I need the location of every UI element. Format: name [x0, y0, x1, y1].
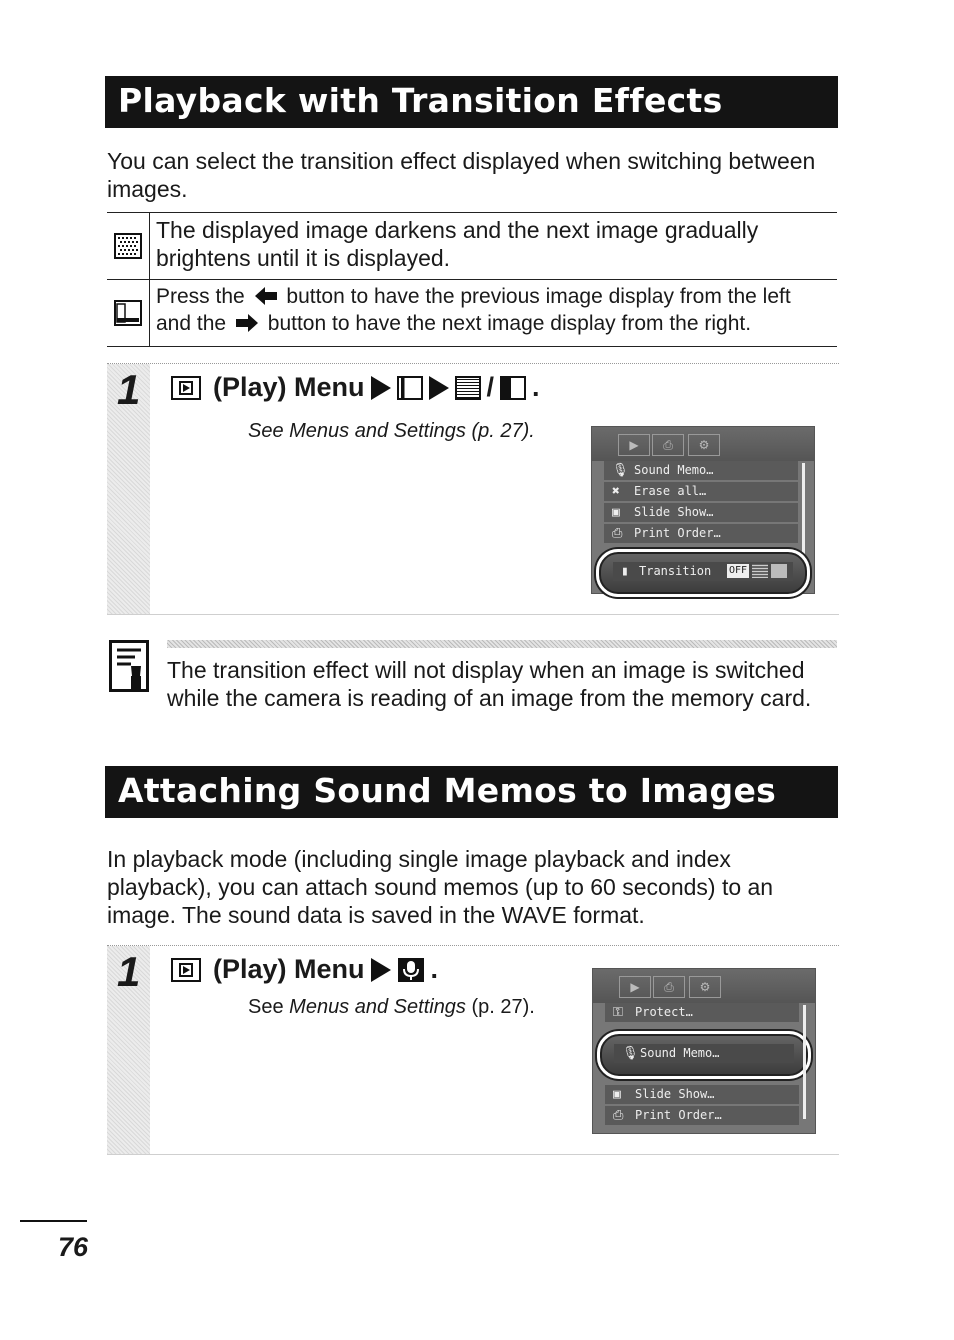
transition-options-table: [107, 212, 837, 347]
fade-description: The displayed image darkens and the next image gradually brightens until it is displayed.: [156, 217, 759, 271]
slideshow-icon: ▣: [613, 1087, 621, 1102]
setup-tab-icon: ⚙: [688, 434, 720, 456]
transition-icon: ▮: [621, 564, 629, 579]
menu-tabs: [593, 969, 815, 1003]
intro-transition: You can select the transition effect displayed when switching between images.: [107, 148, 816, 202]
step-reference: See Menus and Settings (p. 27).: [248, 996, 535, 1018]
table-row: [107, 213, 837, 280]
print-icon: ⎙: [613, 1108, 624, 1123]
right-arrow-icon: [236, 314, 258, 332]
selected-menu-item-highlight: [597, 1031, 811, 1079]
left-arrow-icon: [255, 287, 277, 305]
print-tab-icon: ⎙: [652, 434, 684, 456]
menu-item: ▣ Slide Show…: [605, 1085, 799, 1104]
menu-item: ✖ Erase all…: [604, 482, 798, 501]
selected-menu-item-highlight: [596, 549, 810, 597]
slide-option-icon: [771, 564, 787, 578]
note-block: [167, 640, 837, 712]
trash-icon: ✖: [612, 484, 620, 499]
step-sound-memo: [107, 945, 839, 1155]
step-transition: [107, 363, 839, 615]
play-tab-icon: ▶: [618, 434, 650, 456]
intro-sound-memos: In playback mode (including single image playback and index playback), you can attach sound memos (up to 60 seconds) to an image. The sound data is saved in the WAVE format.: [107, 846, 774, 928]
slide-icon-cell: [107, 280, 150, 346]
note-icon: [109, 640, 149, 692]
menu-item-sound-memo: 🎙 Sound Memo…: [614, 1044, 794, 1063]
menu-tabs: [592, 427, 814, 461]
menu-item: 🎙 Sound Memo…: [604, 461, 798, 480]
arrow-right-icon: [371, 958, 391, 982]
camera-menu-screenshot: [591, 426, 815, 594]
table-row: [107, 280, 837, 347]
camera-menu-screenshot: [592, 968, 816, 1134]
fade-option-icon: [752, 564, 768, 578]
menu-item-transition: ▮ Transition OFF: [613, 562, 793, 581]
slideshow-icon: ▣: [612, 505, 620, 520]
page-number-rule: [20, 1220, 87, 1222]
slide-description: Press the button to have the previous image display from the left and the button to have the next image display from the right.: [156, 285, 791, 335]
menu-item: ⎙ Print Order…: [604, 524, 798, 543]
microphone-icon: 🎙: [622, 1046, 639, 1061]
note-stripe: [167, 640, 837, 648]
menu-item: ⚿ Protect…: [605, 1003, 799, 1022]
transition-menu-icon: [397, 376, 423, 400]
menu-item: ▣ Slide Show…: [604, 503, 798, 522]
play-icon: [171, 376, 201, 400]
fade-icon-cell: [107, 213, 150, 279]
fade-icon: [455, 376, 481, 400]
step-reference: See Menus and Settings (p. 27).: [248, 420, 535, 442]
slide-icon: [500, 376, 526, 400]
play-icon: [171, 958, 201, 982]
fade-icon: [114, 233, 142, 259]
arrow-right-icon: [371, 376, 391, 400]
section-heading-transition: Playback with Transition Effects: [105, 76, 838, 128]
scrollbar: [803, 1005, 806, 1119]
page-number: 76: [58, 1232, 89, 1262]
arrow-right-icon: [429, 376, 449, 400]
setup-tab-icon: ⚙: [689, 976, 721, 998]
step-title: (Play) Menu .: [171, 954, 438, 985]
key-icon: ⚿: [613, 1005, 623, 1020]
print-icon: ⎙: [612, 526, 623, 541]
off-option: OFF: [728, 565, 747, 576]
step-number: 1: [117, 366, 141, 413]
sound-memo-icon: [397, 957, 425, 983]
print-tab-icon: ⎙: [653, 976, 685, 998]
step-number: 1: [117, 948, 141, 995]
menu-item: ⎙ Print Order…: [605, 1106, 799, 1125]
microphone-icon: 🎙: [612, 463, 629, 478]
play-tab-icon: ▶: [619, 976, 651, 998]
slide-icon: [114, 300, 142, 326]
step-title: (Play) Menu / .: [171, 372, 540, 403]
section-heading-sound-memos: Attaching Sound Memos to Images: [105, 766, 838, 818]
note-text: The transition effect will not display when an image is switched while the camera is reading of an image from the memory card.: [167, 657, 812, 711]
